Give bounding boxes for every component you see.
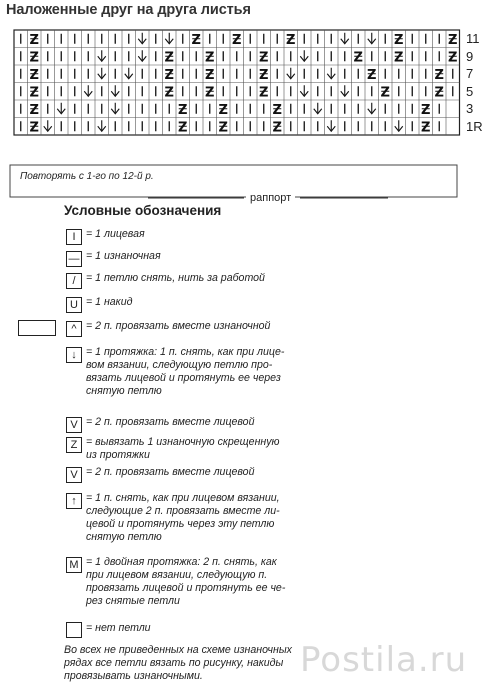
footer-note: Во всех не приведенных на схеме изнаночных рядах все петли вязать по рисунку, накиды провязывать изнаночными.	[64, 644, 292, 682]
svg-text:Z: Z	[205, 50, 215, 66]
svg-text:Z: Z	[191, 32, 201, 48]
chart-cell-symbol	[205, 85, 214, 100]
chart-cell-symbol	[138, 50, 146, 61]
legend-item	[66, 250, 161, 267]
chart-cell-symbol	[314, 103, 322, 114]
chart-cell-symbol	[259, 50, 268, 65]
svg-text:Z: Z	[448, 50, 458, 66]
legend-symbol-icon: ^	[66, 321, 82, 337]
svg-text:Z: Z	[164, 85, 174, 101]
chart-cell-symbol	[111, 103, 119, 114]
legend-text: = 2 п. провязать вместе изнаночной	[86, 320, 271, 332]
chart-cell-symbol	[259, 85, 268, 100]
chart-cell-symbol	[57, 103, 65, 114]
svg-text:Z: Z	[421, 120, 431, 136]
svg-text:Z: Z	[29, 102, 39, 118]
svg-text:Z: Z	[205, 85, 215, 101]
chart-cell-symbol	[395, 120, 403, 131]
legend-text: = нет петли	[86, 622, 151, 634]
legend-symbol-icon: /	[66, 273, 82, 289]
chart-cell-symbol	[165, 50, 174, 65]
svg-text:Z: Z	[164, 50, 174, 66]
svg-text:Z: Z	[367, 67, 377, 83]
legend-text: = 1 петлю снять, нить за работой	[86, 272, 265, 284]
svg-text:Z: Z	[434, 85, 444, 101]
chart-cell-symbol	[435, 68, 444, 83]
svg-text:Z: Z	[259, 50, 269, 66]
chart-cell-symbol	[273, 103, 282, 118]
chart-cell-symbol	[138, 33, 146, 44]
chart-cell-symbol	[98, 68, 106, 79]
chart-cell-symbol	[435, 85, 444, 100]
svg-text:Z: Z	[259, 85, 269, 101]
chart-cell-symbol	[421, 103, 430, 118]
chart-cell-symbol	[232, 33, 241, 48]
svg-text:Z: Z	[218, 102, 228, 118]
chart-cell-symbol	[44, 120, 52, 131]
svg-text:Z: Z	[272, 102, 282, 118]
chart-cell-symbol	[421, 120, 430, 135]
chart-cell-symbol	[448, 50, 457, 65]
svg-text:Z: Z	[164, 67, 174, 83]
row-number: 3	[466, 101, 474, 116]
row-number: 1R	[466, 118, 483, 134]
svg-text:Z: Z	[434, 67, 444, 83]
chart-cell-symbol	[165, 33, 173, 44]
legend-item	[66, 492, 280, 544]
svg-text:Z: Z	[218, 120, 228, 136]
legend-symbol-icon: M	[66, 557, 82, 573]
chart-cell-symbol	[30, 50, 39, 65]
svg-text:Z: Z	[178, 120, 188, 136]
legend-symbol-icon: ↓	[66, 347, 82, 363]
legend-symbol-icon	[66, 622, 82, 638]
svg-text:Z: Z	[286, 32, 296, 48]
svg-text:Z: Z	[394, 32, 404, 48]
chart-cell-symbol	[30, 120, 39, 135]
svg-text:Z: Z	[29, 120, 39, 136]
chart-cell-symbol	[219, 103, 228, 118]
chart-cell-symbol	[165, 68, 174, 83]
chart-cell-symbol	[205, 50, 214, 65]
legend-symbol-icon: ↑	[66, 493, 82, 509]
chart-cell-symbol	[368, 33, 376, 44]
chart-cell-symbol	[300, 85, 308, 96]
legend-text: = 1 накид	[86, 296, 133, 308]
chart-cell-symbol	[98, 120, 106, 131]
chart-cell-symbol	[327, 120, 335, 131]
legend-item	[66, 272, 265, 289]
chart-cell-symbol	[165, 85, 174, 100]
legend-text: = 1 лицевая	[86, 228, 145, 240]
legend-symbol-icon: Z	[66, 437, 82, 453]
legend-text: = 2 п. провязать вместе лицевой	[86, 416, 255, 428]
chart-cell-symbol	[287, 68, 295, 79]
chart-cell-symbol	[381, 85, 390, 100]
legend-symbol-wide-icon	[18, 320, 56, 336]
chart-cell-symbol	[205, 68, 214, 83]
chart-cell-symbol	[125, 68, 133, 79]
chart-cell-symbol	[354, 50, 363, 65]
chart-cell-symbol	[30, 103, 39, 118]
svg-text:Z: Z	[394, 50, 404, 66]
chart-cell-symbol	[327, 68, 335, 79]
legend-item	[66, 228, 145, 245]
chart-cell-symbol	[98, 50, 106, 61]
legend-title: Условные обозначения	[64, 203, 222, 218]
knitting-chart	[0, 0, 494, 200]
legend-item	[66, 436, 280, 462]
repeat-note: Повторять с 1-го по 12-й р.	[20, 171, 154, 182]
chart-cell-symbol	[341, 85, 349, 96]
chart-cell-symbol	[30, 85, 39, 100]
svg-text:Z: Z	[353, 50, 363, 66]
chart-cell-symbol	[341, 33, 349, 44]
rapport-label: раппорт	[246, 192, 295, 204]
legend-item	[66, 416, 254, 433]
row-number: 9	[466, 48, 474, 64]
legend-text: = 1 изнаночная	[86, 250, 161, 262]
row-number: 7	[466, 66, 474, 81]
legend-text: = 2 п. провязать вместе лицевой	[86, 466, 255, 478]
legend-item	[66, 556, 285, 608]
chart-cell-symbol	[219, 120, 228, 135]
chart-cell-symbol	[300, 50, 308, 61]
row-number: 5	[466, 83, 474, 99]
chart-cell-symbol	[273, 120, 282, 135]
chart-cell-symbol	[84, 85, 92, 96]
chart-cell-symbol	[259, 68, 268, 83]
chart-cell-symbol	[178, 103, 187, 118]
svg-text:Z: Z	[29, 50, 39, 66]
legend-symbol-icon: U	[66, 297, 82, 313]
svg-text:Z: Z	[259, 67, 269, 83]
chart-cell-symbol	[286, 33, 295, 48]
legend-text: = 1 п. снять, как при лицевом вязании, следующие 2 п. провязать вместе ли- цевой и протянуть через эту петлю снятую петлю	[86, 492, 280, 543]
legend-symbol-icon: V	[66, 417, 82, 433]
legend-symbol-icon: I	[66, 229, 82, 245]
svg-text:Z: Z	[29, 67, 39, 83]
legend-text: = 1 протяжка: 1 п. снять, как при лице- вом вязании, следующую петлю про- вязать лицевой и протянуть ее через снятую петлю	[86, 346, 285, 397]
chart-cell-symbol	[111, 85, 119, 96]
chart-cell-symbol	[394, 50, 403, 65]
chart-cell-symbol	[30, 68, 39, 83]
chart-cell-symbol	[30, 33, 39, 48]
legend-item	[66, 466, 254, 483]
legend-text: = вывязать 1 изнаночную скрещенную из протяжки	[86, 436, 280, 461]
svg-text:Z: Z	[448, 32, 458, 48]
legend-item	[66, 320, 270, 337]
svg-text:Z: Z	[205, 67, 215, 83]
svg-text:Z: Z	[380, 85, 390, 101]
legend-symbol-icon: —	[66, 251, 82, 267]
chart-cell-symbol	[192, 33, 201, 48]
watermark-logo: Postila.ru	[300, 640, 468, 680]
legend-symbol-icon: V	[66, 467, 82, 483]
chart-cell-symbol	[367, 68, 376, 83]
chart-cell-symbol	[178, 120, 187, 135]
row-number: 11	[466, 31, 480, 46]
page-title: Наложенные друг на друга листья	[6, 2, 251, 18]
svg-text:Z: Z	[178, 102, 188, 118]
legend-item	[66, 622, 151, 639]
legend-text: = 1 двойная протяжка: 2 п. снять, как при лицевом вязании, следующую п. провязать лицевой и протянуть ее че- рез снятые петли	[86, 556, 286, 607]
chart-cell-symbol	[368, 103, 376, 114]
svg-text:Z: Z	[232, 32, 242, 48]
chart-cell-symbol	[448, 33, 457, 48]
svg-text:Z: Z	[29, 32, 39, 48]
legend-item	[66, 346, 284, 398]
svg-text:Z: Z	[29, 85, 39, 101]
svg-text:Z: Z	[421, 102, 431, 118]
chart-cell-symbol	[394, 33, 403, 48]
svg-text:Z: Z	[272, 120, 282, 136]
legend-item	[66, 296, 132, 313]
